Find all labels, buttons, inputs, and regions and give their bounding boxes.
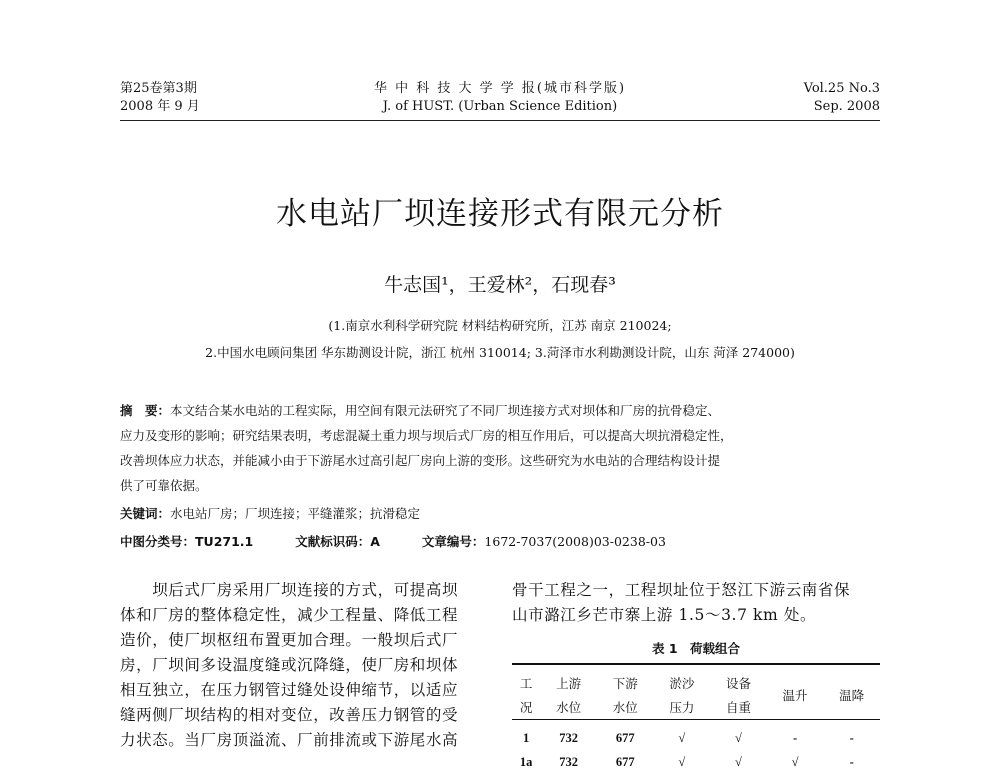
- th: 淤沙: [669, 676, 695, 691]
- table-row: [512, 750, 880, 774]
- th: 工: [519, 676, 533, 691]
- volume-cn: 第25卷第3期: [120, 81, 197, 96]
- th: 下游: [612, 676, 638, 691]
- td: 677: [615, 730, 635, 745]
- body-line: 相互独立，在压力钢管过缝处设伸缩节，以适应: [120, 681, 459, 699]
- classification-line: [120, 529, 666, 554]
- article-number-label: 文章编号：: [421, 534, 485, 549]
- volume-en: Vol.25 No.3: [803, 81, 880, 96]
- abstract-label: 摘 要：: [120, 403, 171, 418]
- header-rule: [120, 120, 880, 121]
- body-line: 缝两侧厂坝结构的相对变位，改善压力钢管的受: [120, 706, 459, 724]
- doc-code-label: 文献标识码：: [295, 534, 371, 549]
- th: 设备: [725, 676, 751, 691]
- doc-code-value: A: [370, 534, 380, 549]
- keywords-label: 关键词：: [120, 506, 171, 521]
- body-line: 力状态。当厂房顶溢流、厂前排流或下游尾水高: [120, 731, 459, 749]
- abstract-text: 本文结合某水电站的工程实际，用空间有限元法研究了不同厂坝连接方式对坝体和厂房的抗骨稳定、: [170, 403, 721, 418]
- th: 温降: [839, 688, 865, 703]
- td: 1a: [519, 754, 533, 769]
- body-line: 坝后式厂房采用厂坝连接的方式，可提高坝: [120, 581, 459, 599]
- body-line: 山市潞江乡芒市寨上游 1.5～3.7 km 处。: [512, 606, 817, 624]
- table-caption: 表 1 荷载组合: [651, 641, 741, 656]
- load-combination-table: [512, 663, 880, 774]
- journal-cn: 华 中 科 技 大 学 学 报(城市科学版): [373, 81, 627, 96]
- body-left-column: [120, 578, 482, 753]
- th: 自重: [725, 700, 751, 715]
- body-line: 骨干工程之一，工程坝址位于怒江下游云南省保: [512, 581, 851, 599]
- td: -: [792, 730, 798, 745]
- th: 水位: [556, 700, 582, 715]
- affiliation-2: 2.中国水电顾问集团 华东勘测设计院，浙江 杭州 310014; 3.菏泽市水利勘测设计院，山东 菏泽 274000): [205, 345, 795, 360]
- body-line: 房，厂坝间多设温度缝或沉降缝，使厂房和坝体: [120, 656, 459, 674]
- th: 况: [519, 700, 533, 715]
- date-en: Sep. 2008: [813, 99, 880, 114]
- td: √: [735, 754, 742, 769]
- affiliation-1: (1.南京水利科学研究院 材料结构研究所，江苏 南京 210024;: [328, 318, 672, 333]
- article-number-value: 1672-7037(2008)03-0238-03: [484, 534, 666, 549]
- table-row: [512, 720, 880, 751]
- th: 水位: [612, 700, 638, 715]
- keywords: [120, 501, 420, 526]
- td: 732: [559, 754, 578, 769]
- date-cn: 2008 年 9 月: [120, 99, 200, 114]
- td: √: [678, 754, 686, 769]
- abstract-line-4: 供了可靠依据。: [120, 478, 208, 493]
- abstract-line-1: [120, 398, 720, 423]
- clc-label: 中图分类号：: [120, 534, 196, 549]
- td: 1: [523, 730, 530, 745]
- body-right-column: [512, 578, 884, 628]
- td: -: [849, 730, 854, 745]
- td: √: [678, 730, 686, 745]
- clc-value: TU271.1: [195, 534, 254, 549]
- td: 677: [615, 754, 635, 769]
- td: -: [849, 754, 854, 769]
- abstract-line-3: 改善坝体应力状态，并能减小由于下游尾水过高引起厂房向上游的变形。这些研究为水电站的合理结构设计提: [120, 453, 721, 468]
- journal-en: J. of HUST. (Urban Science Edition): [382, 99, 618, 114]
- authors: 牛志国¹，王爱林²，石现春³: [384, 274, 616, 296]
- th: 压力: [669, 700, 695, 715]
- body-line: 体和厂房的整体稳定性，减少工程量、降低工程: [120, 606, 459, 624]
- td: √: [791, 754, 799, 769]
- paper-title: 水电站厂坝连接形式有限元分析: [276, 196, 724, 232]
- th: 上游: [556, 676, 582, 691]
- abstract-line-2: 应力及变形的影响；研究结果表明，考虑混凝土重力坝与坝后式厂房的相互作用后，可以提高大坝抗滑稳定性，: [120, 428, 733, 443]
- body-line: 造价，使厂坝枢纽布置更加合理。一般坝后式厂: [120, 631, 459, 649]
- th: 温升: [782, 688, 808, 703]
- td: 732: [559, 730, 578, 745]
- keywords-value: 水电站厂房；厂坝连接；平缝灌浆；抗滑稳定: [170, 506, 421, 521]
- td: √: [735, 730, 742, 745]
